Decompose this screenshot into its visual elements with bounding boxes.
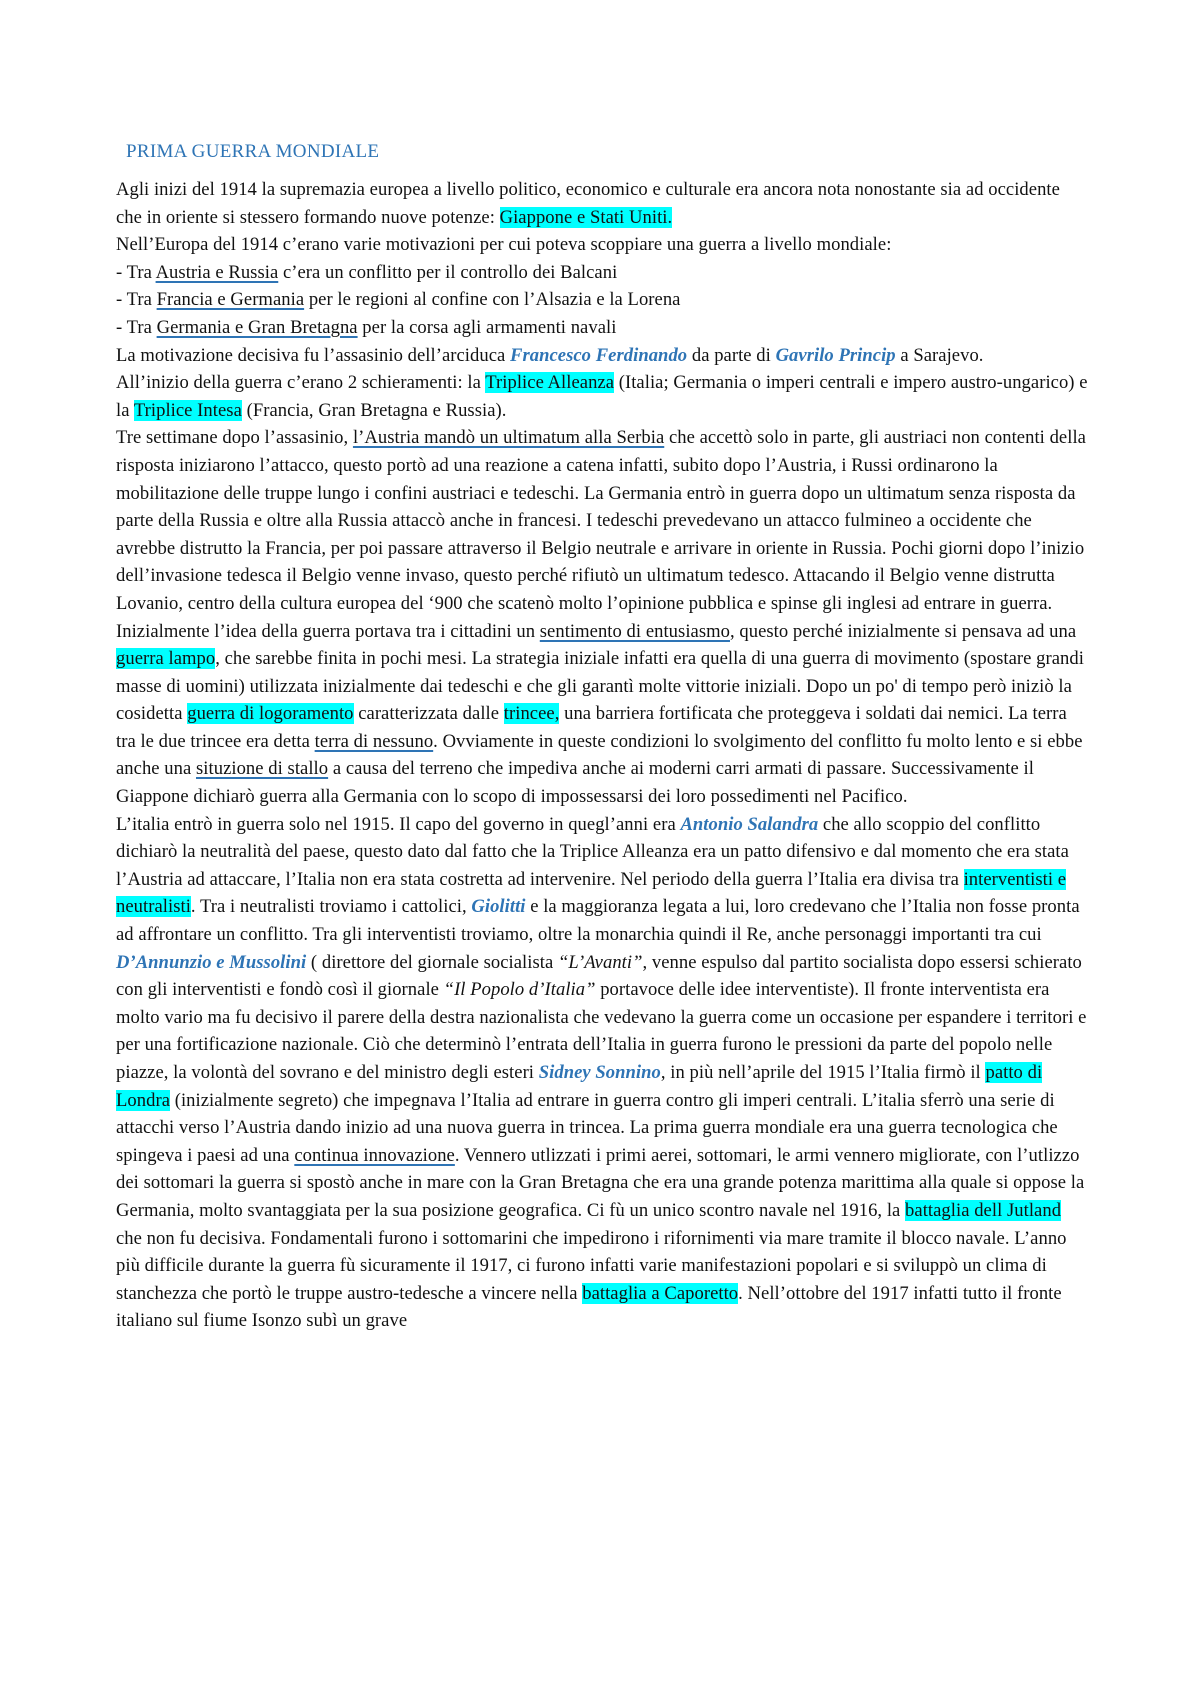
- paragraph-motivations: [116, 231, 1088, 259]
- italic-text: “Il Popolo d’Italia”: [443, 979, 596, 1001]
- text-span: - Tra: [116, 289, 157, 311]
- text-span: a Sarajevo.: [895, 344, 984, 366]
- underlined-text: Germania e Gran Bretagna: [156, 316, 358, 338]
- text-span: per la corsa agli armamenti navali: [357, 316, 617, 338]
- highlighted-text: Triplice Alleanza: [485, 372, 615, 394]
- highlighted-text: battaglia a Caporetto: [582, 1282, 739, 1304]
- paragraph-intro: [116, 176, 1088, 231]
- text-span: All’inizio della guerra c’erano 2 schieramenti: la: [116, 372, 486, 394]
- highlighted-text: battaglia dell Jutland: [905, 1199, 1062, 1221]
- text-span: Nell’Europa del 1914 c’erano varie motivazioni per cui poteva scoppiare una guerra a livello mondiale:: [116, 234, 892, 256]
- text-span: caratterizzata dalle: [353, 703, 504, 725]
- underlined-text: situzione di stallo: [196, 758, 329, 780]
- underlined-text: Francia e Germania: [156, 289, 305, 311]
- text-span: portavoce delle idee interventiste). Il fronte interventista era molto vario ma fu decisivo il parere della destra nazionalista che vedevano la guerra come un occasione per espandere i territori e per una fortificazione nazionale. Ciò che determinò l’entrata dell’Italia in guerra furono le pressioni da parte del popolo nelle piazze, la volontà del sovrano e del ministro degli esteri: [116, 979, 1087, 1083]
- highlighted-text: Triplice Intesa: [133, 399, 242, 421]
- paragraph-assassination: [116, 342, 1088, 370]
- paragraph-trench-war: [116, 618, 1088, 811]
- text-span: - Tra: [116, 316, 157, 338]
- text-span: La motivazione decisiva fu l’assasinio dell’arciduca: [116, 344, 510, 366]
- text-span: Agli inizi del 1914 la supremazia europea a livello politico, economico e culturale era ancora nota nonostante sia ad occidente che in oriente si stessero formando nuove potenze:: [116, 179, 1060, 228]
- text-span: . Vennero utlizzati i primi aerei, sottomari, le armi vennero migliorate, con l’utlizzo dei sottomari la guerra si spostò anche in mare con la Gran Bretagna che era una grande potenza marittima alla quale si oppose la Germania, molto svantaggiata per la sua posizione geografica. Ci fù un unico scontro navale nel 1916, la: [116, 1144, 1085, 1221]
- underlined-text: l’Austria mandò un ultimatum alla Serbia: [352, 427, 665, 449]
- underlined-text: Austria e Russia: [155, 261, 279, 283]
- text-span: (inizialmente segreto) che impegnava l’Italia ad entrare in guerra contro gli imperi centrali. L’italia sferrò una serie di attacchi verso l’Austria dando inizio ad una nuova guerra in trincea. La prima guerra mondiale era una guerra tecnologica che spingeva i paesi ad una: [116, 1089, 1058, 1166]
- paragraph-alliances: [116, 369, 1088, 424]
- text-span: che accettò solo in parte, gli austriaci non contenti della risposta iniziarono l’attacco, questo portò ad una reazione a catena infatti, subito dopo l’Austria, i Russi ordinarono la mobilitazione delle truppe lungo i confini austriaci e tedeschi. La Germania entrò in guerra dopo un ultimatum senza risposta da parte della Russia e oltre alla Russia attaccò anche in francesi. I tedeschi prevedevano un attacco fulmineo a occidente che avrebbe distrutto la Francia, per poi passare attraverso il Belgio neutrale e arrivare in oriente in Russia. Pochi giorni dopo l’inizio dell’invasione tedesca il Belgio venne invaso, questo perché rifiutò un ultimatum tedesco. Attacando il Belgio venne distrutta Lovanio, centro della cultura europea del ‘900 che scatenò molto l’opinione pubblica e spinse gli inglesi ad entrare in guerra.: [116, 427, 1086, 614]
- text-span: - Tra: [116, 261, 156, 283]
- underlined-text: sentimento di entusiasmo: [539, 620, 730, 642]
- text-span: a causa del terreno che impediva anche ai moderni carri armati di passare. Successivamente il Giappone dichiarò guerra alla Germania con lo scopo di impossessarsi dei loro possedimenti nel Pacifico.: [116, 758, 1034, 808]
- highlighted-text: interventisti e neutralisti: [116, 868, 1067, 918]
- text-span: . Nell’ottobre del 1917 infatti tutto il fronte italiano sul fiume Isonzo subì un grave: [116, 1282, 1062, 1332]
- paragraph-ultimatum: [116, 424, 1088, 617]
- underlined-text: continua innovazione: [294, 1144, 455, 1166]
- highlighted-text: guerra di logoramento: [187, 703, 354, 725]
- text-span: L’italia entrò in guerra solo nel 1915. Il capo del governo in quegl’anni era: [116, 813, 681, 835]
- text-span: ( direttore del giornale socialista: [306, 951, 558, 973]
- highlighted-text: patto di Londra: [116, 1062, 1043, 1111]
- text-span: (Francia, Gran Bretagna e Russia).: [241, 399, 507, 421]
- text-span: da parte di: [687, 344, 776, 366]
- highlighted-text: trincee,: [503, 703, 560, 725]
- text-span: (Italia; Germania o imperi centrali e impero austro-ungarico) e la: [116, 372, 1088, 421]
- list-item: [116, 314, 1088, 342]
- highlighted-text: guerra lampo: [116, 648, 216, 670]
- person-name: Giolitti: [471, 896, 526, 918]
- document-page: [116, 140, 1088, 1335]
- text-span: . Tra i neutralisti troviamo i cattolici,: [190, 896, 472, 918]
- person-name: Gavrilo Princip: [775, 344, 896, 366]
- underlined-text: terra di nessuno: [314, 730, 434, 752]
- text-span: per le regioni al confine con l’Alsazia e la Lorena: [304, 289, 681, 311]
- list-item: [116, 286, 1088, 314]
- text-span: , venne espulso dal partito socialista dopo essersi schierato con gli interventisti e fondò così il giornale: [116, 951, 1082, 1001]
- text-span: che non fu decisiva. Fondamentali furono i sottomarini che impedirono i rifornimenti via mare tramite il blocco navale. L’anno più difficile durante la guerra fù sicuramente il 1917, ci furono infatti varie manifestazioni popolari e si sviluppò un clima di stanchezza che portò le truppe austro-tedesche a vincere nella: [116, 1227, 1067, 1304]
- text-span: , in più nell’aprile del 1915 l’Italia firmò il: [660, 1062, 986, 1083]
- person-name: Antonio Salandra: [680, 813, 819, 835]
- text-span: Inizialmente l’idea della guerra portava tra i cittadini un: [116, 620, 540, 642]
- text-span: c’era un conflitto per il controllo dei Balcani: [278, 261, 618, 283]
- italic-text: “L’Avanti”: [557, 951, 643, 973]
- text-span: Tre settimane dopo l’assasinio,: [116, 427, 353, 449]
- paragraph-italy: [116, 811, 1088, 1335]
- text-span: che allo scoppio del conflitto dichiarò la neutralità del paese, questo dato dal fatto che la Triplice Alleanza era un patto difensivo e dal momento che era stata l’Austria ad attaccare, l’Italia non era stata costretta ad intervenire. Nel periodo della guerra l’Italia era divisa tra: [116, 813, 1069, 890]
- text-span: . Ovviamente in queste condizioni lo svolgimento del conflitto fu molto lento e si ebbe anche una: [116, 730, 1083, 780]
- page-title: PRIMA GUERRA MONDIALE: [126, 141, 380, 162]
- person-name: Sidney Sonnino: [538, 1062, 661, 1083]
- list-item: [116, 259, 1088, 287]
- person-name: Francesco Ferdinando: [510, 344, 688, 366]
- text-span: , che sarebbe finita in pochi mesi. La strategia iniziale infatti era quella di una guerra di movimento (spostare grandi masse di uomini) utilizzata inizialmente dai tedeschi e che gli garantì molte vittorie iniziali. Dopo un po' di tempo però iniziò la cosidetta: [116, 648, 1084, 725]
- text-span: , questo perché inizialmente si pensava ad una: [729, 620, 1077, 642]
- person-name: D’Annunzio e Mussolini: [116, 951, 307, 973]
- highlighted-text: Giappone e Stati Uniti.: [499, 206, 673, 228]
- text-span: una barriera fortificata che proteggeva i soldati dai nemici. La terra tra le due trincee era detta: [116, 703, 1067, 752]
- text-span: e la maggioranza legata a lui, loro credevano che l’Italia non fosse pronta ad affrontare un conflitto. Tra gli interventisti troviamo, oltre la monarchia quindi il Re, anche personaggi importanti tra cui: [116, 896, 1080, 946]
